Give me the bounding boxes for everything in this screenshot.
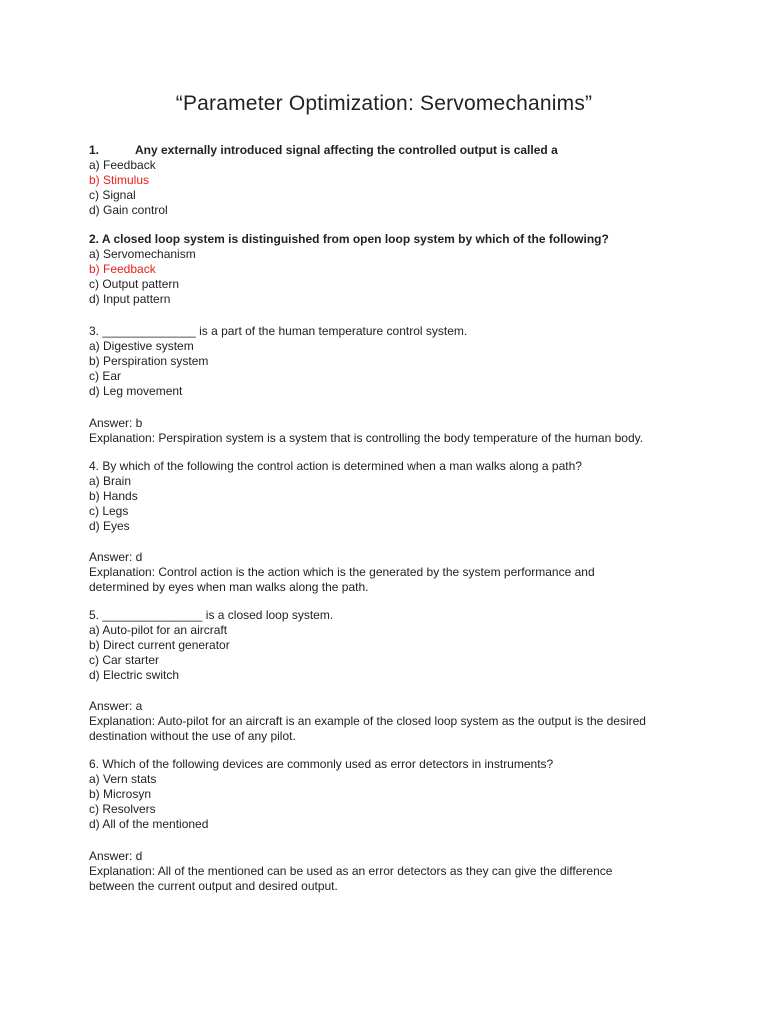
question-1-option-c: c) Signal xyxy=(89,188,136,202)
question-2-option-b-highlighted: b) Feedback xyxy=(89,262,156,276)
question-4-option-a: a) Brain xyxy=(89,474,132,488)
question-5 xyxy=(89,608,689,683)
answer-6 xyxy=(89,849,689,894)
question-1-number: 1. xyxy=(89,143,100,157)
question-1-prompt: Any externally introduced signal affecting the controlled output is called a xyxy=(135,143,558,157)
question-5-option-c: c) Car starter xyxy=(89,653,160,667)
question-4-option-b: b) Hands xyxy=(89,489,138,503)
question-3-option-c: c) Ear xyxy=(89,369,122,383)
question-6-text: 6. Which of the following devices are commonly used as error detectors in instruments? xyxy=(89,757,554,771)
question-2-option-d: d) Input pattern xyxy=(89,292,171,306)
question-1 xyxy=(89,143,689,218)
explanation-6-line-2: between the current output and desired output. xyxy=(89,879,338,893)
document-title: “Parameter Optimization: Servomechanims” xyxy=(175,92,593,115)
answer-5-label: Answer: a xyxy=(89,699,143,713)
answer-6-label: Answer: d xyxy=(89,849,143,863)
question-4-option-d: d) Eyes xyxy=(89,519,130,533)
explanation-5-line-2: destination without the use of any pilot. xyxy=(89,729,296,743)
question-6-option-d: d) All of the mentioned xyxy=(89,817,209,831)
answer-3 xyxy=(89,416,689,446)
question-6-option-a: a) Vern stats xyxy=(89,772,157,786)
question-4 xyxy=(89,459,689,534)
question-5-option-d: d) Electric switch xyxy=(89,668,180,682)
explanation-4-line-2: determined by eyes when man walks along the path. xyxy=(89,580,369,594)
question-2-option-a: a) Servomechanism xyxy=(89,247,196,261)
question-5-text: 5. _______________ is a closed loop system. xyxy=(89,608,334,622)
question-3-text: 3. ______________ is a part of the human temperature control system. xyxy=(89,324,468,338)
question-3-option-b: b) Perspiration system xyxy=(89,354,209,368)
explanation-3-line-1: Explanation: Perspiration system is a system that is controlling the body temperature of the human body. xyxy=(89,431,644,445)
answer-4-label: Answer: d xyxy=(89,550,143,564)
question-6-option-b: b) Microsyn xyxy=(89,787,152,801)
question-3-option-a: a) Digestive system xyxy=(89,339,194,353)
question-3-option-d: d) Leg movement xyxy=(89,384,183,398)
question-1-option-d: d) Gain control xyxy=(89,203,168,217)
question-2-option-c: c) Output pattern xyxy=(89,277,180,291)
question-4-text: 4. By which of the following the control action is determined when a man walks along a path? xyxy=(89,459,582,473)
explanation-4-line-1: Explanation: Control action is the action which is the generated by the system performance and xyxy=(89,565,595,579)
question-6-option-c: c) Resolvers xyxy=(89,802,156,816)
question-5-option-a: a) Auto-pilot for an aircraft xyxy=(89,623,228,637)
question-1-text xyxy=(89,143,689,158)
question-2 xyxy=(89,232,689,307)
answer-3-label: Answer: b xyxy=(89,416,143,430)
answer-4 xyxy=(89,550,689,595)
explanation-5-line-1: Explanation: Auto-pilot for an aircraft is an example of the closed loop system as the output is the desired xyxy=(89,714,646,728)
question-6 xyxy=(89,757,689,832)
question-1-option-a: a) Feedback xyxy=(89,158,156,172)
explanation-6-line-1: Explanation: All of the mentioned can be used as an error detectors as they can give the difference xyxy=(89,864,613,878)
answer-5 xyxy=(89,699,689,744)
question-2-text: 2. A closed loop system is distinguished from open loop system by which of the following? xyxy=(89,232,609,246)
question-1-option-b-highlighted: b) Stimulus xyxy=(89,173,150,187)
question-4-option-c: c) Legs xyxy=(89,504,129,518)
question-3 xyxy=(89,324,689,399)
question-5-option-b: b) Direct current generator xyxy=(89,638,230,652)
